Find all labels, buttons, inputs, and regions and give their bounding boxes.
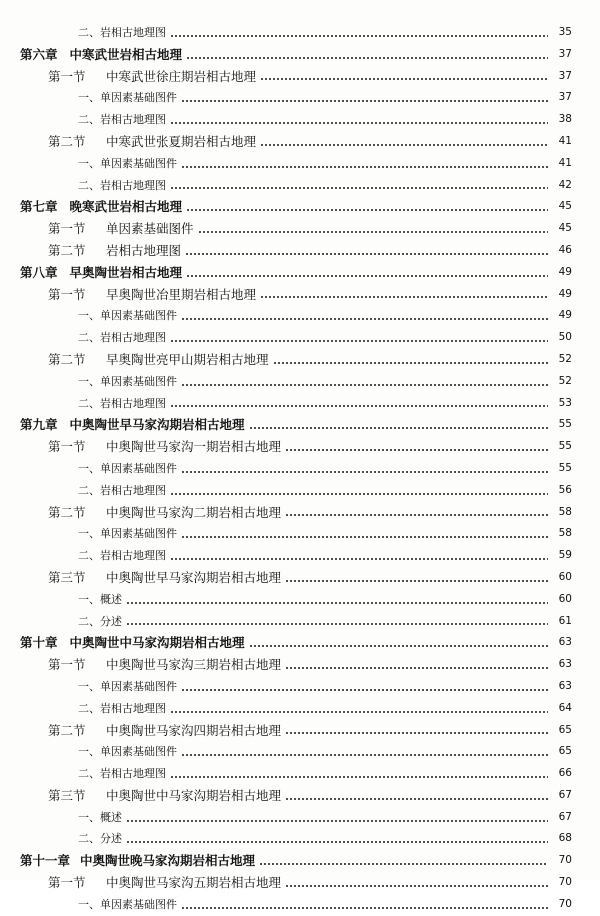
toc-item-row[interactable] (0, 305, 600, 327)
dot-leader (170, 340, 548, 342)
toc-item-row[interactable] (0, 22, 600, 44)
toc-section-number: 第二节 (48, 351, 86, 367)
toc-page-number: 67 (558, 788, 572, 801)
toc-entry-title (78, 698, 166, 720)
toc-page-number: 45 (558, 222, 572, 235)
toc-page-number: 60 (558, 592, 572, 605)
toc-entry-title (48, 872, 281, 894)
dot-leader (170, 493, 548, 495)
toc-page-number: 60 (558, 570, 572, 583)
toc-section-title: 中奥陶世马家沟二期岩相古地理 (106, 504, 282, 520)
toc-item-title: 二、岩相古地理图 (78, 331, 166, 345)
toc-section-title: 中寒武世张夏期岩相古地理 (106, 133, 257, 149)
toc-page-number: 55 (558, 418, 572, 431)
toc-entry-title (48, 436, 281, 458)
toc-chapter-title: 中奥陶世中马家沟期岩相古地理 (69, 635, 245, 651)
dot-leader (260, 144, 548, 146)
toc-section-row[interactable] (0, 502, 600, 524)
toc-section-title: 岩相古地理图 (106, 242, 182, 258)
dot-leader (170, 35, 548, 37)
toc-section-row[interactable] (0, 654, 600, 676)
toc-entry-title (48, 502, 281, 524)
dot-leader (181, 100, 548, 102)
toc-item-row[interactable] (0, 545, 600, 567)
dot-leader (126, 602, 548, 604)
toc-item-title: 二、分述 (78, 614, 122, 628)
toc-item-title: 二、岩相古地理图 (78, 767, 166, 781)
toc-item-title: 一、单因素基础图件 (78, 461, 177, 475)
toc-entry-title (48, 66, 256, 88)
toc-chapter-number: 第六章 (20, 46, 58, 62)
toc-chapter-number: 第八章 (20, 264, 58, 280)
toc-entry-title (78, 523, 177, 545)
toc-entry-title (20, 44, 182, 66)
toc-page-number: 46 (558, 243, 572, 256)
toc-entry-title (48, 567, 281, 589)
toc-page-number: 63 (558, 636, 572, 649)
toc-page-number: 49 (558, 309, 572, 322)
toc-section-row[interactable] (0, 218, 600, 240)
toc-item-row[interactable] (0, 611, 600, 633)
toc-item-title: 一、单因素基础图件 (78, 679, 177, 693)
toc-section-row[interactable] (0, 66, 600, 88)
toc-page-number: 58 (558, 505, 572, 518)
dot-leader (181, 754, 548, 756)
toc-item-row[interactable] (0, 480, 600, 502)
toc-item-row[interactable] (0, 458, 600, 480)
toc-chapter-row[interactable] (0, 850, 600, 872)
toc-entry-title (48, 218, 194, 240)
toc-item-title: 二、岩相古地理图 (78, 113, 166, 127)
toc-item-row[interactable] (0, 828, 600, 850)
dot-leader (186, 209, 548, 211)
toc-item-title: 二、岩相古地理图 (78, 26, 166, 39)
toc-page-number: 63 (558, 658, 572, 671)
toc-chapter-number: 第十章 (20, 635, 58, 651)
toc-page-number: 49 (558, 287, 572, 300)
toc-section-number: 第三节 (48, 787, 86, 803)
toc-section-title: 早奥陶世亮甲山期岩相古地理 (106, 351, 269, 367)
dot-leader (181, 907, 548, 909)
dot-leader (170, 122, 548, 124)
toc-chapter-number: 第七章 (20, 199, 58, 215)
toc-entry-title (78, 22, 166, 44)
toc-entry-title (78, 589, 122, 611)
toc-item-row[interactable] (0, 393, 600, 415)
toc-page-number: 38 (558, 113, 572, 126)
toc-item-title: 一、概述 (78, 592, 122, 606)
table-of-contents (0, 22, 600, 916)
toc-entry-title (78, 327, 166, 349)
toc-entry-title (20, 414, 245, 436)
toc-item-title: 二、岩相古地理图 (78, 483, 166, 497)
toc-entry-title (78, 807, 122, 829)
dot-leader (170, 558, 548, 560)
dot-leader (170, 776, 548, 778)
dot-leader (181, 536, 548, 538)
toc-item-title: 一、单因素基础图件 (78, 374, 177, 388)
toc-section-title: 中奥陶世马家沟四期岩相古地理 (106, 722, 282, 738)
toc-chapter-number: 第九章 (20, 417, 58, 433)
toc-page-number: 55 (558, 461, 572, 474)
dot-leader (186, 275, 548, 277)
toc-chapter-title: 早奥陶世岩相古地理 (69, 264, 183, 280)
toc-page-number: 42 (558, 178, 572, 191)
dot-leader (126, 841, 548, 843)
toc-section-number: 第一节 (48, 68, 86, 84)
toc-item-row[interactable] (0, 894, 600, 916)
toc-section-title: 单因素基础图件 (106, 221, 194, 237)
toc-entry-title (48, 349, 269, 371)
toc-section-title: 中奥陶世中马家沟期岩相古地理 (106, 787, 282, 803)
toc-item-title: 二、岩相古地理图 (78, 701, 166, 715)
toc-page-number: 65 (558, 723, 572, 736)
toc-item-row[interactable] (0, 371, 600, 393)
toc-section-number: 第一节 (48, 221, 86, 237)
toc-section-title: 早奥陶世冶里期岩相古地理 (106, 286, 257, 302)
toc-page-number: 52 (558, 374, 572, 387)
toc-chapter-row[interactable] (0, 414, 600, 436)
dot-leader (260, 78, 548, 80)
dot-leader (126, 820, 548, 822)
toc-section-title: 中奥陶世马家沟三期岩相古地理 (106, 657, 282, 673)
toc-entry-title (78, 109, 166, 131)
toc-section-number: 第二节 (48, 722, 86, 738)
toc-entry-title (78, 894, 177, 916)
dot-leader (260, 296, 548, 298)
toc-page-number: 66 (558, 767, 572, 780)
dot-leader (181, 384, 548, 386)
dot-leader (181, 471, 548, 473)
toc-entry-title (20, 262, 182, 284)
dot-leader (259, 863, 548, 865)
dot-leader (170, 187, 548, 189)
dot-leader (170, 711, 548, 713)
toc-chapter-row[interactable] (0, 632, 600, 654)
toc-section-number: 第一节 (48, 875, 86, 891)
dot-leader (170, 405, 548, 407)
toc-entry-title (78, 828, 122, 850)
toc-entry-title (78, 393, 166, 415)
toc-item-title: 二、岩相古地理图 (78, 549, 166, 563)
toc-entry-title (48, 785, 281, 807)
toc-item-title: 一、单因素基础图件 (78, 745, 177, 759)
toc-chapter-row[interactable] (0, 196, 600, 218)
toc-entry-title (78, 545, 166, 567)
toc-section-row[interactable] (0, 872, 600, 894)
toc-page-number: 67 (558, 810, 572, 823)
toc-section-number: 第二节 (48, 133, 86, 149)
toc-page-number: 41 (558, 156, 572, 169)
toc-item-title: 一、概述 (78, 810, 122, 824)
dot-leader (181, 318, 548, 320)
toc-item-row[interactable] (0, 109, 600, 131)
toc-page-number: 56 (558, 483, 572, 496)
toc-entry-title (78, 305, 177, 327)
toc-page-number: 49 (558, 265, 572, 278)
toc-page-number: 35 (558, 26, 572, 38)
dot-leader (285, 798, 548, 800)
toc-entry-title (78, 741, 177, 763)
toc-page-number: 63 (558, 679, 572, 692)
toc-page-number: 58 (558, 527, 572, 540)
dot-leader (198, 231, 548, 233)
toc-entry-title (48, 720, 281, 742)
dot-leader (285, 580, 548, 582)
toc-item-title: 一、单因素基础图件 (78, 527, 177, 541)
toc-page-number: 61 (558, 614, 572, 627)
toc-page-number: 37 (558, 69, 572, 82)
toc-entry-title (78, 458, 177, 480)
toc-page-number: 70 (558, 897, 572, 910)
toc-item-row[interactable] (0, 741, 600, 763)
toc-item-title: 一、单因素基础图件 (78, 91, 177, 105)
toc-page-number: 59 (558, 549, 572, 562)
dot-leader (249, 427, 548, 429)
toc-entry-title (20, 632, 245, 654)
toc-item-row[interactable] (0, 807, 600, 829)
dot-leader (186, 57, 548, 59)
toc-item-row[interactable] (0, 175, 600, 197)
dot-leader (285, 885, 548, 887)
toc-chapter-row[interactable] (0, 262, 600, 284)
toc-item-row[interactable] (0, 763, 600, 785)
toc-page-number: 37 (558, 91, 572, 104)
dot-leader (249, 645, 548, 647)
toc-item-title: 一、单因素基础图件 (78, 156, 177, 170)
toc-entry-title (20, 850, 255, 872)
toc-page-number: 64 (558, 701, 572, 714)
toc-page-number: 45 (558, 200, 572, 213)
toc-chapter-number: 第十一章 (20, 853, 71, 869)
toc-chapter-title: 晚寒武世岩相古地理 (69, 199, 183, 215)
toc-page-number: 55 (558, 440, 572, 453)
toc-entry-title (20, 196, 182, 218)
toc-section-number: 第二节 (48, 504, 86, 520)
toc-page-number: 65 (558, 745, 572, 758)
toc-page-number: 41 (558, 134, 572, 147)
toc-entry-title (78, 676, 177, 698)
toc-section-row[interactable] (0, 720, 600, 742)
toc-entry-title (48, 240, 181, 262)
toc-entry-title (78, 480, 166, 502)
toc-section-row[interactable] (0, 349, 600, 371)
toc-item-row[interactable] (0, 327, 600, 349)
toc-entry-title (78, 153, 177, 175)
toc-section-number: 第一节 (48, 439, 86, 455)
toc-item-row[interactable] (0, 676, 600, 698)
toc-page-number: 52 (558, 352, 572, 365)
toc-entry-title (78, 611, 122, 633)
toc-item-row[interactable] (0, 589, 600, 611)
toc-page-number: 50 (558, 331, 572, 344)
toc-section-number: 第三节 (48, 569, 86, 585)
toc-item-row[interactable] (0, 87, 600, 109)
toc-section-title: 中寒武世徐庄期岩相古地理 (106, 68, 257, 84)
toc-section-row[interactable] (0, 436, 600, 458)
toc-entry-title (48, 654, 281, 676)
toc-section-row[interactable] (0, 240, 600, 262)
toc-item-title: 一、单因素基础图件 (78, 309, 177, 323)
toc-page-number: 70 (558, 876, 572, 889)
toc-section-number: 第一节 (48, 286, 86, 302)
toc-section-row[interactable] (0, 567, 600, 589)
toc-entry-title (48, 284, 256, 306)
toc-item-title: 二、岩相古地理图 (78, 396, 166, 410)
dot-leader (285, 732, 548, 734)
toc-section-row[interactable] (0, 785, 600, 807)
toc-entry-title (48, 131, 256, 153)
toc-entry-title (78, 87, 177, 109)
dot-leader (285, 667, 548, 669)
dot-leader (273, 362, 548, 364)
toc-section-title: 中奥陶世马家沟五期岩相古地理 (106, 875, 282, 891)
toc-item-row[interactable] (0, 153, 600, 175)
dot-leader (285, 449, 548, 451)
toc-chapter-row[interactable] (0, 44, 600, 66)
dot-leader (181, 689, 548, 691)
toc-section-number: 第二节 (48, 242, 86, 258)
toc-item-title: 二、分述 (78, 832, 122, 846)
toc-item-row[interactable] (0, 523, 600, 545)
toc-entry-title (78, 371, 177, 393)
toc-chapter-title: 中寒武世岩相古地理 (69, 46, 183, 62)
toc-page-number: 37 (558, 47, 572, 60)
dot-leader (181, 166, 548, 168)
toc-section-title: 中奥陶世马家沟一期岩相古地理 (106, 439, 282, 455)
toc-entry-title (78, 175, 166, 197)
dot-leader (126, 623, 548, 625)
toc-chapter-title: 中奥陶世早马家沟期岩相古地理 (69, 417, 245, 433)
toc-item-title: 一、单因素基础图件 (78, 897, 177, 911)
toc-section-number: 第一节 (48, 657, 86, 673)
toc-section-row[interactable] (0, 131, 600, 153)
toc-page-number: 53 (558, 396, 572, 409)
toc-page-number: 70 (558, 854, 572, 867)
toc-section-row[interactable] (0, 284, 600, 306)
toc-chapter-title: 中奥陶世晚马家沟期岩相古地理 (80, 853, 256, 869)
toc-entry-title (78, 763, 166, 785)
toc-page-number: 68 (558, 832, 572, 845)
toc-section-title: 中奥陶世早马家沟期岩相古地理 (106, 569, 282, 585)
toc-item-title: 二、岩相古地理图 (78, 178, 166, 192)
dot-leader (285, 514, 548, 516)
toc-item-row[interactable] (0, 698, 600, 720)
dot-leader (185, 253, 548, 255)
